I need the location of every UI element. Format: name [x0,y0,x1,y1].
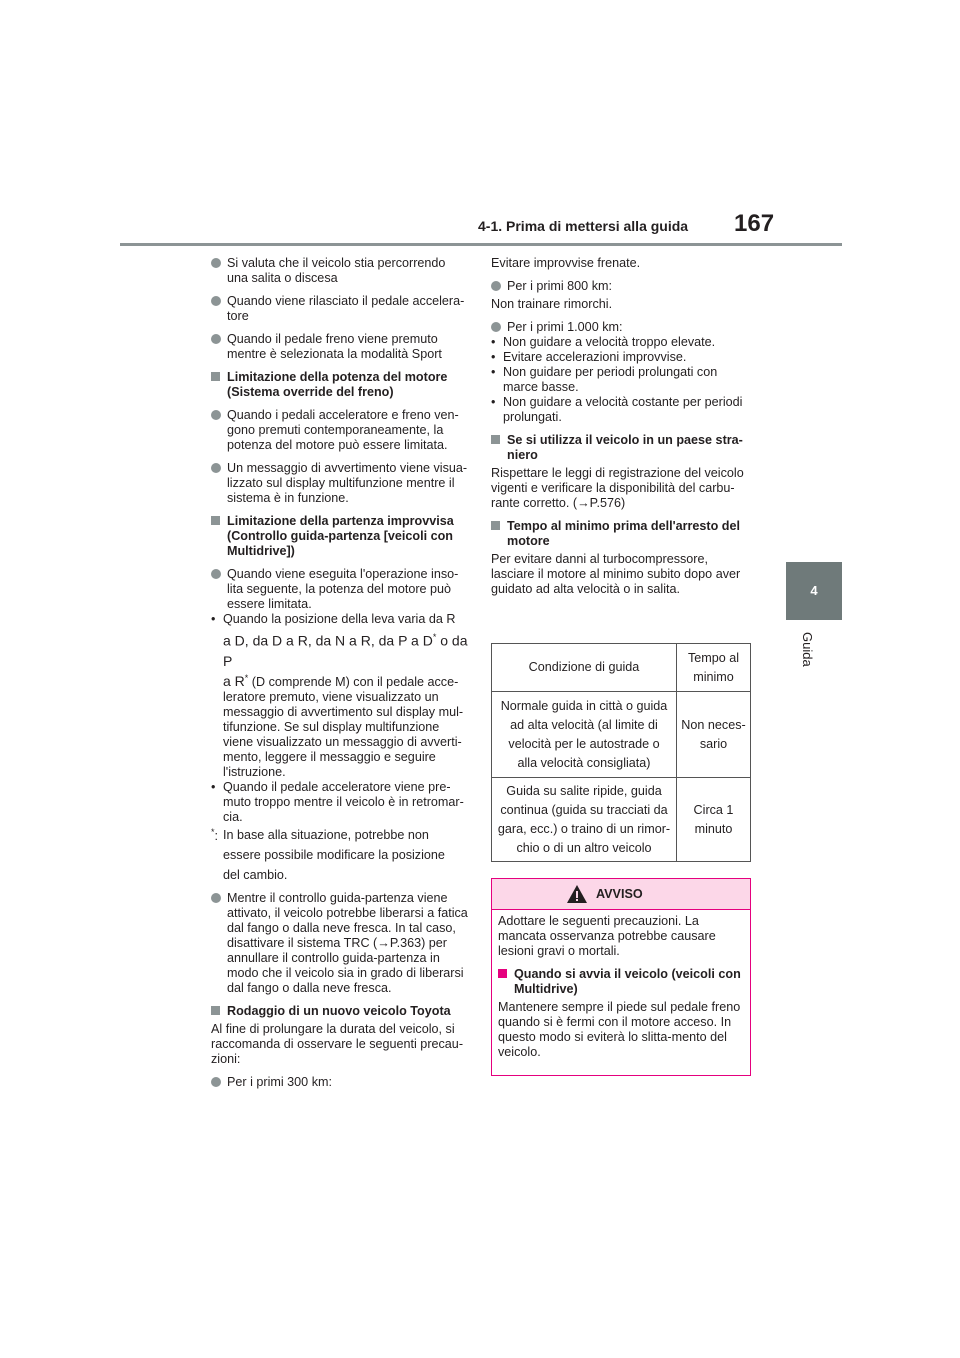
chapter-number: 4 [810,583,818,598]
list-item-continued: a R* (D comprende M) con il pedale acce-leratore premuto, viene visualizzato un messaggio di avvertimento sul display mul-tifunzione. Se sul display multifunzione viene visualizzato un messaggio di avverti-mento, leggere il messaggio e seguire l'istruzione. [223,672,464,779]
list-item: • Non guidare a velocità costante per periodi prolungati. [491,395,743,424]
table-header-cell: Tempo al minimo [677,644,751,692]
list-item: Quando viene eseguita l'operazione inso-lita seguente, la potenza del motore può essere limitata. [211,567,469,612]
list-item: Mentre il controllo guida-partenza viene attivato, il veicolo potrebbe liberarsi a fatica dal fango o dalla neve fresca. In tal caso, disattivare il sistema TRC (→P.363) per annullare il controllo guida-partenza in modo che il veicolo sia in grado di liberarsi dal fango o dalla neve fresca. [211,891,469,996]
list-item: • Non guidare a velocità troppo elevate. [491,335,716,349]
list-item: • Non guidare per periodi prolungati con marce basse. [491,365,718,394]
table-row [492,778,751,862]
paragraph: Al fine di prolungare la durata del veicolo, si raccomanda di osservare le seguenti precau-zioni: [211,1021,464,1066]
table-cell: Normale guida in città o guida ad alta velocità (al limite di velocità per le autostrade o alla velocità consigliata) [492,692,677,778]
bullet-dot-icon [491,322,501,332]
chapter-label-box [786,628,842,688]
list-item: Quando viene rilasciato il pedale accelera-tore [211,294,469,324]
square-bullet-icon [491,435,500,444]
warning-box [491,878,751,1076]
chapter-label: Guida [800,632,815,667]
list-item: Un messaggio di avvertimento viene visua-lizzato sul display multifunzione mentre il sistema è in funzione. [211,461,469,506]
list-item: Per i primi 1.000 km: [491,320,751,335]
bullet-dot-icon [211,1077,221,1087]
bullet-dot-icon [491,281,501,291]
chapter-tab[interactable] [786,562,842,620]
table-cell: Guida su salite ripide, guida continua (guida su tracciati da gara, ecc.) o traino di un rimor- chio o di un altro veicolo [492,778,677,862]
bullet-dot-icon [211,893,221,903]
section-heading: Rodaggio di un nuovo veicolo Toyota [211,1004,469,1019]
left-column [211,256,469,1090]
list-item: • Quando la posizione della leva varia da R [211,612,456,626]
idle-time-table [491,643,751,862]
page-number: 167 [734,210,775,237]
bullet-dot-icon [211,334,221,344]
paragraph: Rispettare le leggi di registrazione del veicolo vigenti e verificare la disponibilità del carbu-rante corretto. (→P.576) [491,466,744,510]
table-cell: Circa 1 minuto [677,778,751,862]
section-heading: Limitazione della potenza del motore (Sistema override del freno) [211,370,469,400]
warning-triangle-icon [566,884,588,904]
square-bullet-icon [211,516,220,525]
bullet-dot-icon [211,410,221,420]
bullet-dot-icon [211,258,221,268]
paragraph: Adottare le seguenti precauzioni. La mancata osservanza potrebbe causare lesioni gravi o mortali. [498,914,716,958]
list-item: Per i primi 300 km: [211,1075,469,1090]
list-item-continued: a D, da D a R, da N a R, da P a D* o da P [223,632,468,669]
square-bullet-icon [498,969,507,978]
paragraph: Per evitare danni al turbocompressore, lasciare il motore al minimo subito dopo aver guidato ad alta velocità o in salita. [491,552,741,596]
section-title: 4-1. Prima di mettersi alla guida [478,218,689,234]
bullet-dot-icon [211,296,221,306]
paragraph: Non trainare rimorchi. [491,297,613,311]
list-item: Quando i pedali acceleratore e freno ven-gono premuti contemporaneamente, la potenza del motore può essere limitata. [211,408,469,453]
table-row [492,644,751,692]
table-cell: Non neces- sario [677,692,751,778]
section-heading: Limitazione della partenza improvvisa (Controllo guida-partenza [veicoli con Multidrive]) [211,514,469,559]
right-column [491,256,751,597]
square-bullet-icon [211,372,220,381]
footnote: *: In base alla situazione, potrebbe non essere possibile modificare la posizione del cambio. [211,826,445,882]
bullet-dot-icon [211,463,221,473]
list-item: • Quando il pedale acceleratore viene pre-muto troppo mentre il veicolo è in retromar-cia. [211,779,464,824]
warning-heading: Quando si avvia il veicolo (veicoli con Multidrive) [498,967,744,997]
list-item: • Evitare accelerazioni improvvise. [491,350,687,364]
table-header-cell: Condizione di guida [492,644,677,692]
warning-header [492,879,750,910]
list-item: Quando il pedale freno viene premuto mentre è selezionata la modalità Sport [211,332,469,362]
bullet-dot-icon [211,569,221,579]
warning-body [492,910,750,1064]
square-bullet-icon [491,521,500,530]
paragraph: Mantenere sempre il piede sul pedale freno quando si è fermi con il motore acceso. In questo modo si eviterà lo slitta-mento del veicolo. [498,1000,741,1059]
list-item: Si valuta che il veicolo stia percorrendo una salita o discesa [211,256,469,286]
section-heading: Se si utilizza il veicolo in un paese stra-niero [491,433,751,463]
table-row [492,692,751,778]
paragraph: Evitare improvvise frenate. [491,256,641,270]
warning-title: AVVISO [596,887,643,901]
header-rule [120,243,842,246]
square-bullet-icon [211,1006,220,1015]
list-item: Per i primi 800 km: [491,279,751,294]
section-heading: Tempo al minimo prima dell'arresto del motore [491,519,751,549]
